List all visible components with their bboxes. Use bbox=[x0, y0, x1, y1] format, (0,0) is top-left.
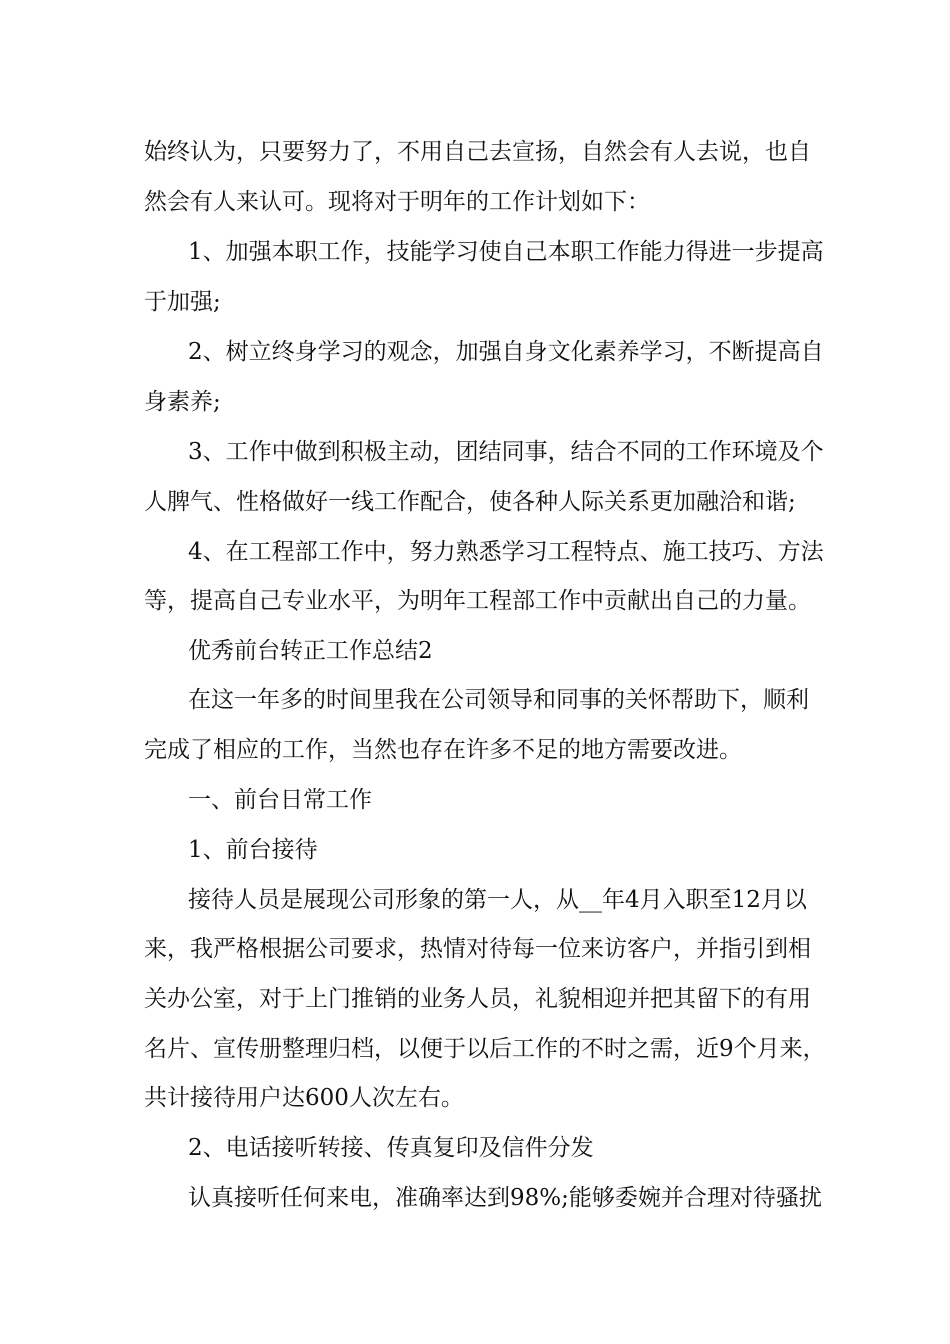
text-line: 认真接听任何来电，准确率达到98%;能够委婉并合理对待骚扰 bbox=[188, 1185, 822, 1211]
text-line: 人脾气、性格做好一线工作配合，使各种人际关系更加融洽和谐; bbox=[144, 489, 796, 515]
section-heading: 一、前台日常工作 bbox=[188, 787, 372, 813]
list-item: 3、工作中做到积极主动，团结同事，结合不同的工作环境及个 bbox=[188, 439, 824, 465]
text-line: 始终认为，只要努力了，不用自己去宣扬，自然会有人去说，也自 bbox=[144, 139, 811, 165]
list-item: 1、加强本职工作，技能学习使自己本职工作能力得进一步提高 bbox=[188, 239, 824, 265]
text-line: 等，提高自己专业水平，为明年工程部工作中贡献出自己的力量。 bbox=[144, 588, 811, 614]
text-line: 名片、宣传册整理归档，以便于以后工作的不时之需，近9个月来， bbox=[144, 1036, 826, 1062]
text-line: 接待人员是展现公司形象的第一人，从__年4月入职至12月以 bbox=[188, 887, 807, 913]
text-line: 完成了相应的工作，当然也存在许多不足的地方需要改进。 bbox=[144, 737, 742, 763]
text-line: 于加强; bbox=[144, 289, 221, 315]
subsection-heading: 1、前台接待 bbox=[188, 837, 318, 863]
text-line: 然会有人来认可。现将对于明年的工作计划如下： bbox=[144, 189, 650, 215]
text-line: 共计接待用户达600人次左右。 bbox=[144, 1085, 464, 1111]
list-item: 2、树立终身学习的观念，加强自身文化素养学习，不断提高自 bbox=[188, 339, 824, 365]
list-item: 4、在工程部工作中，努力熟悉学习工程特点、施工技巧、方法 bbox=[188, 539, 824, 565]
text-line: 来，我严格根据公司要求，热情对待每一位来访客户，并指引到相 bbox=[144, 936, 811, 962]
subsection-heading: 2、电话接听转接、传真复印及信件分发 bbox=[188, 1135, 594, 1161]
text-line: 关办公室，对于上门推销的业务人员，礼貌相迎并把其留下的有用 bbox=[144, 986, 811, 1012]
text-line: 在这一年多的时间里我在公司领导和同事的关怀帮助下，顺利 bbox=[188, 687, 809, 713]
text-line: 身素养; bbox=[144, 389, 221, 415]
section-title: 优秀前台转正工作总结2 bbox=[188, 638, 433, 664]
